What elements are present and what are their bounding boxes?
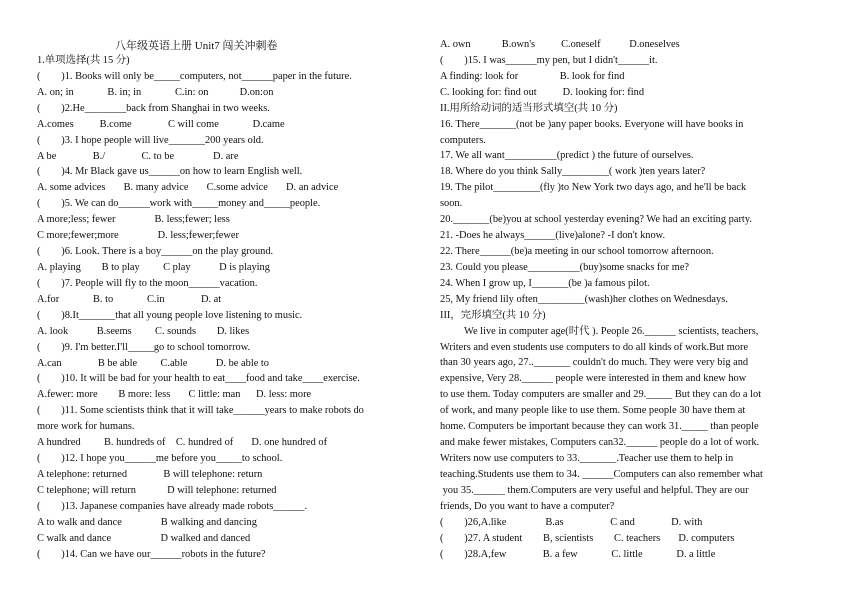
text-line: A finding: look for B. look for find (440, 70, 625, 82)
text-line: A be B./ C. to be D. are (37, 150, 239, 162)
text-line: ( )11. Some scientists think that it will take______years to make robots do (37, 405, 364, 417)
text-line: We live in computer age(时代 ). People 26.______ scientists, teachers, (464, 325, 759, 337)
text-line: 21. -Does he always______(live)alone? -I don't know. (440, 230, 666, 242)
right-column (440, 37, 830, 562)
text-line: ( )13. Japanese companies have already made robots______. (37, 500, 308, 512)
text-line: ( )6. Look. There is a boy______on the play ground. (37, 246, 274, 258)
text-line: ( )7. People will fly to the moon______vacation. (37, 277, 258, 289)
text-line: A to walk and dance B walking and dancing (37, 516, 257, 528)
text-line: A. on; in B. in; in C.in: on D.on:on (37, 86, 274, 98)
text-line: A.can B be able C.able D. be able to (37, 357, 270, 369)
text-line: 25, My friend lily often_________(wash)her clothes on Wednesdays. (440, 293, 728, 305)
text-line: Writers and even students use computers to do all kinds of work.But more (440, 341, 749, 353)
text-line: A.for B. to C.in D. at (37, 293, 222, 305)
text-line: ( )27. A student B, scientists C. teachers D. computers (440, 532, 735, 544)
page-title: 八年级英语上册 Unit7 闯关冲刺卷 (115, 40, 278, 52)
text-line: C telephone; will return D will telephone: returned (37, 484, 277, 496)
text-line: A. look B.seems C. sounds D. likes (37, 325, 250, 337)
text-line: teaching.Students use them to 34. ______Computers can also remember what (440, 468, 763, 480)
text-line: and make fewer mistakes, Computers can32.______ people do a lot of work. (440, 437, 760, 449)
left-column (37, 53, 421, 563)
text-line: A. playing B to play C play D is playing (37, 261, 270, 273)
text-line: A telephone: returned B will telephone: return (37, 468, 263, 480)
text-line: 18. Where do you think Sally_________( work )ten years later? (440, 166, 706, 178)
text-line: III，完形填空(共 10 分) (440, 309, 546, 321)
text-line: ( )1. Books will only be_____computers, not______paper in the future. (37, 70, 352, 82)
text-line: Writers now use computers to 33._______.Teacher use them to help in (440, 452, 734, 464)
text-line: C walk and dance D walked and danced (37, 532, 251, 544)
text-line: ( )14. Can we have our______robots in the future? (37, 548, 266, 560)
text-line: expensive, Very 28.______ people were interested in them and knew how (440, 373, 747, 385)
text-line: A. some advices B. many advice C.some advice D. an advice (37, 182, 339, 194)
text-line: II.用所给动词的适当形式填空(共 10 分) (440, 102, 618, 114)
text-line: 1.单项选择(共 15 分) (37, 55, 130, 66)
text-line: 24. When I grow up, I_______(be )a famous pilot. (440, 277, 650, 289)
text-line: A.comes B.come C will come D.came (37, 118, 285, 130)
text-line: more work for humans. (37, 421, 135, 433)
text-line: C. looking for: find out D. looking for: find (440, 86, 645, 98)
text-line: ( )3. I hope people will live_______200 years old. (37, 134, 264, 146)
text-line: friends, Do you want to have a computer? (440, 500, 615, 512)
text-line: 20._______(be)you at school yesterday evening? We had an exciting party. (440, 214, 752, 226)
text-line: A.fewer: more B more: less C little: man D. less: more (37, 389, 312, 401)
text-line: C more;fewer;more D. less;fewer;fewer (37, 230, 239, 242)
text-line: you 35.______ them.Computers are very useful and helpful. They are our (440, 484, 749, 496)
text-line: ( )10. It will be bad for your health to eat____food and take____exercise. (37, 373, 360, 385)
text-line: ( )9. I'm better.I'll_____go to school tomorrow. (37, 341, 251, 353)
text-line: ( )28.A,few B. a few C. little D. a little (440, 548, 716, 560)
text-line: ( )15. I was______my pen, but I didn't______it. (440, 54, 658, 66)
text-line: 23. Could you please__________(buy)some snacks for me? (440, 261, 690, 273)
text-line: than 30 years ago, 27.._______ couldn't do much. They were very big and (440, 357, 749, 369)
text-line: to use them. Today computers are smaller and 29._____ But they can do a lot (440, 389, 762, 401)
text-line: ( )4. Mr Black gave us______on how to learn English well. (37, 166, 303, 178)
text-line: ( )5. We can do______work with_____money and_____people. (37, 198, 321, 210)
text-line: 17. We all want__________(predict ) the future of ourselves. (440, 150, 694, 162)
text-line: ( )12. I hope you______me before you_____to school. (37, 453, 283, 465)
text-line: ( )8.It_______that all young people love listening to music. (37, 309, 303, 321)
text-line: computers. (440, 134, 486, 146)
text-line: A hundred B. hundreds of C. hundred of D. one hundred of (37, 437, 328, 449)
text-line: 19. The pilot_________(fly )to New York two days ago, and he'll be back (440, 182, 747, 194)
text-line: 16. There_______(not be )any paper books. Everyone will have books in (440, 118, 744, 130)
text-line: ( )26,A.like B.as C and D. with (440, 516, 703, 528)
text-line: home. Computers be important because they can work 31._____ than people (440, 421, 759, 433)
text-line: soon. (440, 198, 463, 210)
text-line: ( )2.He________back from Shanghai in two weeks. (37, 102, 270, 114)
text-line: A more;less; fewer B. less;fewer; less (37, 214, 230, 226)
text-line: 22. There______(be)a meeting in our school tomorrow afternoon. (440, 245, 714, 257)
text-line: of work, and many people like to use them. Some people 30 have them at (440, 405, 746, 417)
text-line: A. own B.own's C.oneself D.oneselves (440, 39, 680, 50)
